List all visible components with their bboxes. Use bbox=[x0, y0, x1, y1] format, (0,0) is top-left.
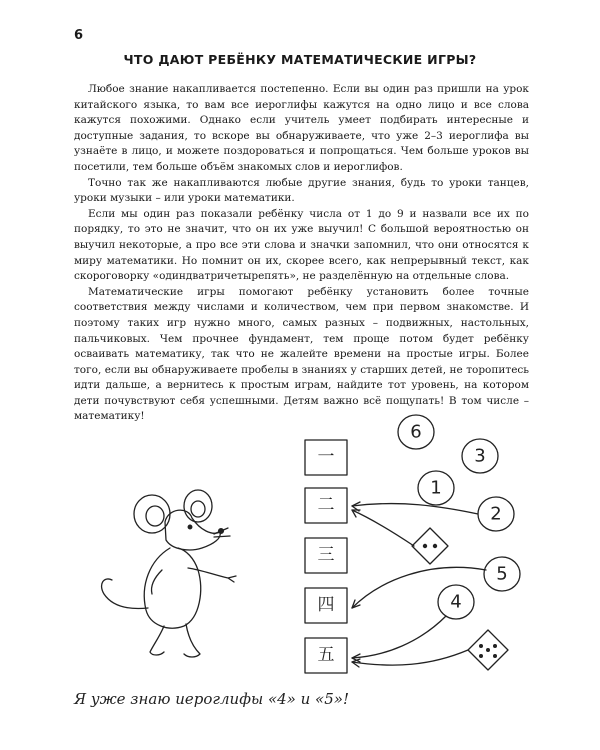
svg-text:一: 一 bbox=[317, 447, 335, 467]
paragraph: Если мы один раз показали ребёнку числа от 1 до 9 и назвали все их по порядку, то это не значит, что он их уже выучил! С большой вероятностью он выучил некоторые, а про все эти слова и значки запомнил, что они относятся к миру математики. Но помнит он их, скорее всего, как непрерывный текст, как скороговорку «одиндватричетырепять», не разделённую на отдельные слова. bbox=[74, 207, 529, 283]
svg-text:3: 3 bbox=[474, 445, 486, 467]
page-number: 6 bbox=[74, 28, 84, 43]
svg-text:五: 五 bbox=[317, 645, 335, 665]
circled-number-1 bbox=[418, 471, 454, 505]
svg-text:四: 四 bbox=[317, 595, 335, 615]
hieroglyph-card-4 bbox=[305, 588, 347, 623]
hieroglyph-card-2 bbox=[305, 488, 347, 523]
dot-card-two bbox=[412, 528, 448, 564]
paragraph: Любое знание накапливается постепенно. Если вы один раз пришли на урок китайского языка, то вам все иероглифы кажутся на одно лицо и все слова кажутся похожими. Однако если учитель умеет подбирать интересные и доступные задания, то вскоре вы обнаруживаете, что уже 2–3 иероглифа вы узнаёте в лицо, и можете поздороваться и попрощаться. Чем больше уроков вы посетили, тем больше объём знакомых слов и иероглифов. bbox=[74, 83, 529, 173]
svg-text:三: 三 bbox=[317, 545, 335, 565]
svg-text:2: 2 bbox=[490, 503, 502, 525]
hieroglyph-card-5 bbox=[305, 638, 347, 673]
illustration bbox=[0, 410, 600, 700]
svg-text:5: 5 bbox=[496, 563, 508, 585]
body-text bbox=[74, 82, 529, 425]
circled-number-3 bbox=[462, 439, 498, 473]
paragraph: Точно так же накапливаются любые другие знания, будь то уроки танцев, уроки музыки – или уроки математики. bbox=[74, 176, 529, 205]
svg-text:二: 二 bbox=[317, 495, 335, 515]
mouse-drawing bbox=[102, 490, 236, 657]
svg-text:4: 4 bbox=[450, 591, 462, 613]
hieroglyph-card-1 bbox=[305, 440, 347, 475]
svg-text:6: 6 bbox=[410, 421, 422, 443]
hieroglyph-card-3 bbox=[305, 538, 347, 573]
connection-arrows bbox=[352, 502, 486, 667]
caption: Я уже знаю иероглифы «4» и «5»! bbox=[74, 690, 349, 708]
circled-number-6 bbox=[398, 415, 434, 449]
circled-number-4 bbox=[438, 585, 474, 619]
svg-text:1: 1 bbox=[430, 477, 442, 499]
circled-number-5 bbox=[484, 557, 520, 591]
page-title: ЧТО ДАЮТ РЕБЁНКУ МАТЕМАТИЧЕСКИЕ ИГРЫ? bbox=[123, 52, 477, 67]
circled-number-2 bbox=[478, 497, 514, 531]
dot-card-five bbox=[468, 630, 508, 670]
paragraph: Математические игры помогают ребёнку установить более точные соответствия между числами и количеством, чем при первом знакомстве. И поэтому таких игр нужно много, самых разных – подвижных, настольных, пальчиковых. Чем прочнее фундамент, тем проще потом будет ребёнку осваивать математику, так что не жалейте времени на простые игры. Более того, если вы обнаруживаете пробелы в знаниях у старших детей, не торопитесь идти дальше, а вернитесь к простым играм, найдите тот уровень, на котором дети почувствуют себя успешными. Детям важно всё пощупать! В том числе – математику! bbox=[74, 285, 529, 423]
